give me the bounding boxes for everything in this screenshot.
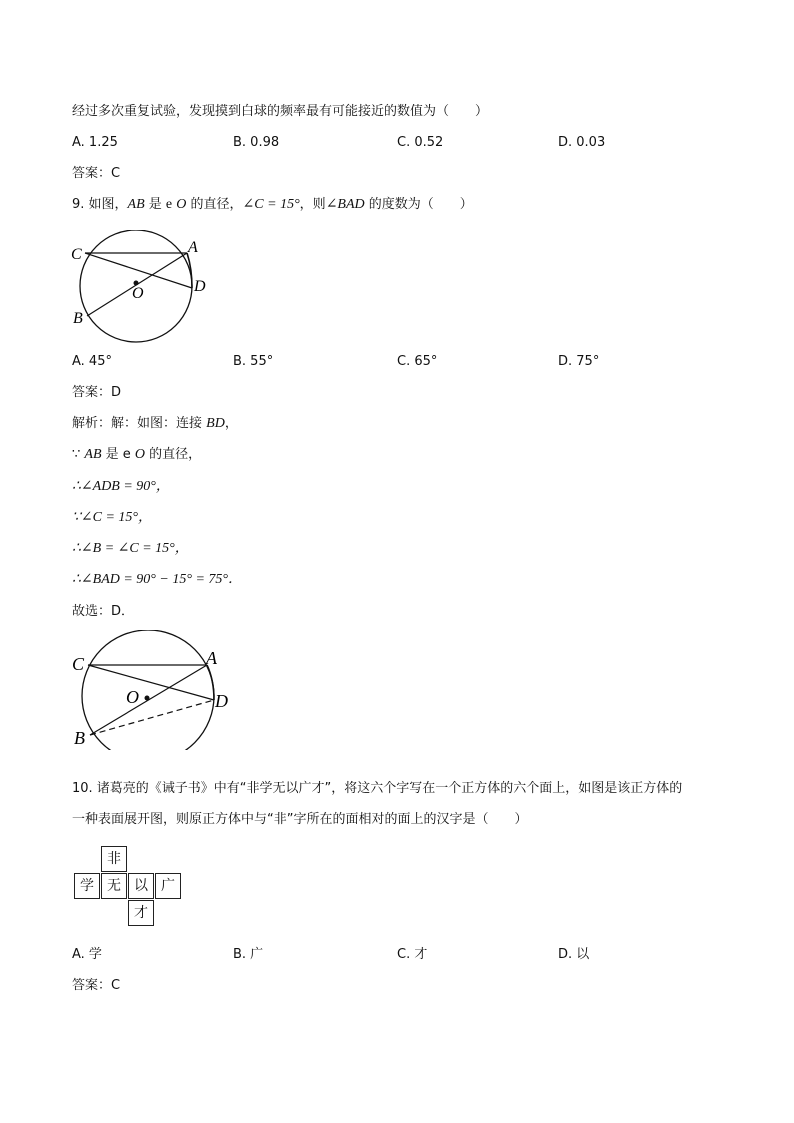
q9-solution-line-4: ∵∠C = 15°， — [72, 510, 153, 525]
q10-option-c: C. 才 — [397, 947, 428, 962]
q9-angle-bad: ∠BAD — [325, 197, 365, 212]
net-cell-yi: 以 — [128, 873, 154, 899]
q9-angle-c: ∠C = 15° — [242, 197, 300, 212]
q9-sol-l2-o: O — [134, 447, 146, 462]
q10-stem-line-2: 一种表面展开图，则原正方体中与“非”字所在的面相对的面上的汉字是（ ） — [72, 812, 528, 827]
q9-solution-line-5: ∴∠B = ∠C = 15°， — [72, 541, 189, 556]
q9-sol-label-d: D — [215, 691, 228, 711]
net-cell-xue: 学 — [74, 873, 100, 899]
q9-answer: 答案：D — [72, 385, 122, 400]
q9-label-b: B — [73, 310, 83, 327]
q9-sol-label-c: C — [72, 654, 85, 674]
q9-figure — [66, 230, 216, 350]
q9-diameter: 的直径， — [186, 197, 243, 212]
q9-sol-chord-cd — [88, 665, 214, 700]
q9-ab: AB — [127, 197, 145, 212]
q9-label-d: D — [194, 278, 206, 295]
q9-sol-l1-c: ， — [224, 416, 238, 431]
q8-option-b: B. 0.98 — [233, 135, 280, 150]
q9-tail: 的度数为（ ） — [364, 197, 473, 212]
q9-chord-cd — [85, 253, 192, 288]
q8-option-c: C. 0.52 — [397, 135, 444, 150]
net-cell-cai: 才 — [128, 900, 154, 926]
q9-solution-figure — [64, 630, 244, 750]
q9-option-b: B. 55° — [233, 354, 274, 369]
q8-option-a: A. 1.25 — [72, 135, 118, 150]
q9-solution-line-2 — [72, 445, 201, 465]
q10-stem-line-1: 10. 诸葛亮的《诫子书》中有“非学无以广才”，将这六个字写在一个正方体的六个面上，如图是该正方体的 — [72, 781, 683, 796]
q9-sol-dashed-bd — [90, 700, 214, 735]
q9-label-a: A — [188, 239, 198, 256]
q9-option-d: D. 75° — [558, 354, 600, 369]
q9-option-a: A. 45° — [72, 354, 112, 369]
q9-solution-line-3: ∴∠ADB = 90°， — [72, 479, 170, 494]
q9-solution-line-1 — [72, 414, 238, 434]
q9-sol-label-b: B — [74, 728, 85, 748]
q9-solution-line-6: ∴∠BAD = 90° − 15° = 75°． — [72, 572, 242, 587]
q10-option-d: D. 以 — [558, 947, 590, 962]
q8-option-d: D. 0.03 — [558, 135, 606, 150]
q9-sol-l2-a: ∵ — [72, 447, 85, 462]
q9-then: ，则 — [299, 197, 326, 212]
q9-o: O — [176, 197, 187, 212]
q9-sol-l2-c: 是 e — [101, 447, 135, 462]
q10-answer: 答案：C — [72, 978, 121, 993]
q9-sol-label-o: O — [126, 687, 139, 707]
q10-option-b: B. 广 — [233, 947, 264, 962]
q9-label-c: C — [71, 246, 82, 263]
q9-stem — [72, 195, 473, 215]
q9-sol-l2-e: 的直径， — [145, 447, 202, 462]
q9-sol-l1-a: 解析：解：如图：连接 — [72, 416, 207, 431]
q9-sol-label-a: A — [206, 648, 217, 668]
q9-sol-l1-bd: BD — [206, 416, 225, 431]
q9-solution-line-7: 故选：D． — [72, 604, 135, 619]
q9-sol-l2-ab: AB — [84, 447, 102, 462]
q9-number: 9. 如图， — [72, 197, 128, 212]
q9-sol-arc-ad — [207, 665, 214, 700]
q9-circle-symbol: e — [165, 197, 173, 212]
q9-option-c: C. 65° — [397, 354, 438, 369]
q10-option-a: A. 学 — [72, 947, 102, 962]
q8-stem: 经过多次重复试验，发现摸到白球的频率最有可能接近的数值为（ ） — [72, 104, 489, 119]
q8-answer: 答案：C — [72, 166, 121, 181]
q9-label-o: O — [132, 285, 144, 302]
q9-sol-center-dot — [145, 696, 150, 701]
net-cell-guang: 广 — [155, 873, 181, 899]
net-cell-wu: 无 — [101, 873, 127, 899]
net-cell-fei: 非 — [101, 846, 127, 872]
q9-is: 是 — [144, 197, 166, 212]
